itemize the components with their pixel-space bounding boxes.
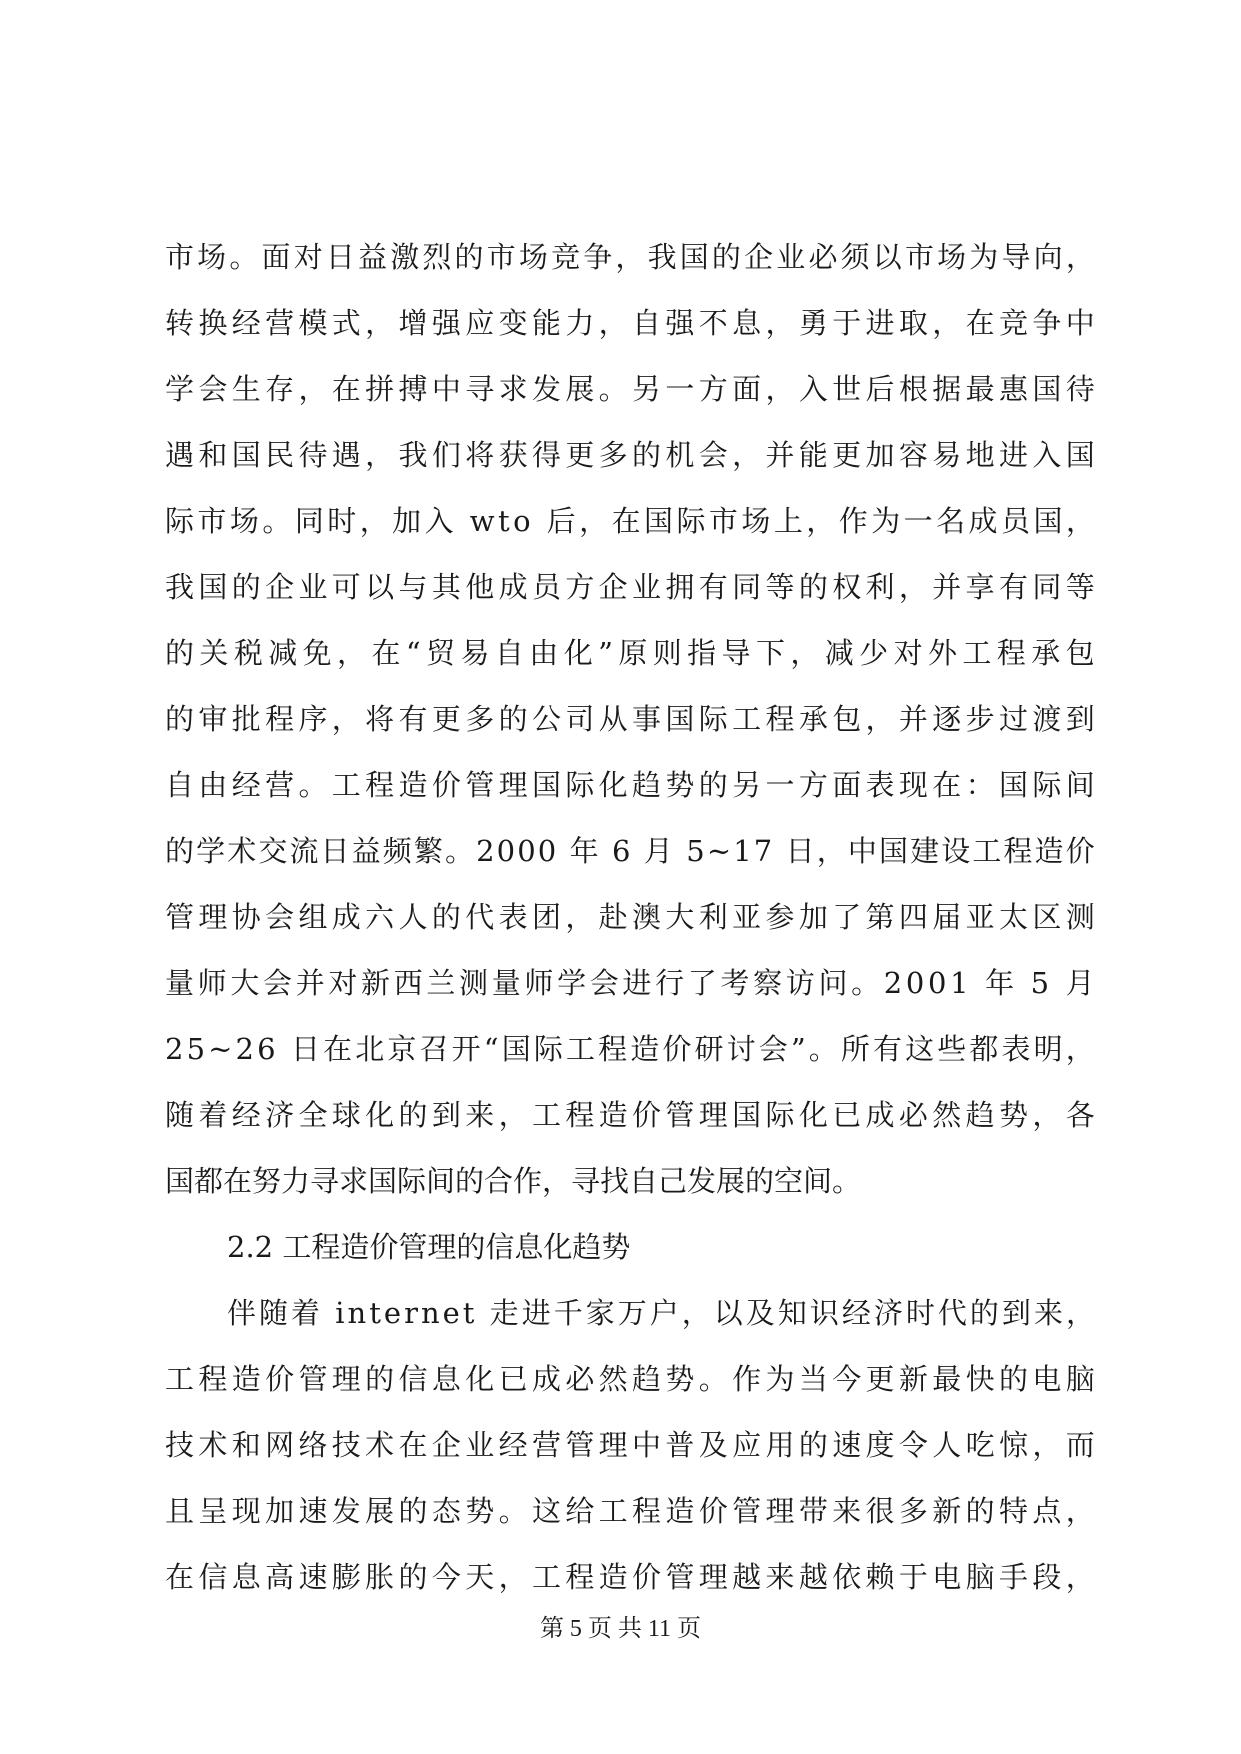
- section-heading: 2.2 工程造价管理的信息化趋势: [227, 1230, 631, 1264]
- paragraph-line: 的 学 术 交 流 日 益 频 繁 。 2 0 0 0 年 6 月 5 ~ 1 7 日 ， 中 国 建 设 工 程 造 价: [165, 834, 1095, 868]
- paragraph-line: 际 市 场 。 同 时 ， 加 入 w t o 后 ， 在 国 际 市 场 上 ， 作 为 一 名 成 员 国 ，: [165, 504, 1095, 538]
- paragraph-line: 国都在努力寻求国际间的合作，寻找自己发展的空间。: [165, 1164, 862, 1198]
- paragraph-line: 随 着 经 济 全 球 化 的 到 来 ， 工 程 造 价 管 理 国 际 化 已 成 必 然 趋 势 ， 各: [165, 1098, 1095, 1132]
- paragraph-line: 量 师 大 会 并 对 新 西 兰 测 量 师 学 会 进 行 了 考 察 访 问 。 2 0 0 1 年 5 月: [165, 966, 1095, 1000]
- page-number-footer: 第 5 页 共 11 页: [539, 1616, 702, 1642]
- paragraph-line: 在 信 息 高 速 膨 胀 的 今 天 ， 工 程 造 价 管 理 越 来 越 依 赖 于 电 脑 手 段 ，: [165, 1560, 1095, 1594]
- paragraph-line: 自 由 经 营 。 工 程 造 价 管 理 国 际 化 趋 势 的 另 一 方 面 表 现 在 ： 国 际 间: [165, 768, 1095, 802]
- paragraph-line: 技 术 和 网 络 技 术 在 企 业 经 营 管 理 中 普 及 应 用 的 速 度 令 人 吃 惊 ， 而: [165, 1428, 1095, 1462]
- paragraph-line: 2 5 ~ 2 6 日 在 北 京 召 开 “ 国 际 工 程 造 价 研 讨 会 ” 。 所 有 这 些 都 表 明 ，: [165, 1032, 1095, 1066]
- paragraph-line: 的 审 批 程 序 ， 将 有 更 多 的 公 司 从 事 国 际 工 程 承 包 ， 并 逐 步 过 渡 到: [165, 702, 1095, 736]
- paragraph-line: 市 场 。 面 对 日 益 激 烈 的 市 场 竞 争 ， 我 国 的 企 业 必 须 以 市 场 为 导 向 ，: [165, 240, 1095, 274]
- paragraph-line: 学 会 生 存 ， 在 拼 搏 中 寻 求 发 展 。 另 一 方 面 ， 入 世 后 根 据 最 惠 国 待: [165, 372, 1095, 406]
- paragraph-line: 转 换 经 营 模 式 ， 增 强 应 变 能 力 ， 自 强 不 息 ， 勇 于 进 取 ， 在 竞 争 中: [165, 306, 1095, 340]
- paragraph-line: 的 关 税 减 免 ， 在 “ 贸 易 自 由 化 ” 原 则 指 导 下 ， 减 少 对 外 工 程 承 包: [165, 636, 1095, 670]
- paragraph-line: 工 程 造 价 管 理 的 信 息 化 已 成 必 然 趋 势 。 作 为 当 今 更 新 最 快 的 电 脑: [165, 1362, 1095, 1396]
- paragraph-line: 我 国 的 企 业 可 以 与 其 他 成 员 方 企 业 拥 有 同 等 的 权 利 ， 并 享 有 同 等: [165, 570, 1095, 604]
- paragraph-line: 遇 和 国 民 待 遇 ， 我 们 将 获 得 更 多 的 机 会 ， 并 能 更 加 容 易 地 进 入 国: [165, 438, 1095, 472]
- paragraph-line: 且 呈 现 加 速 发 展 的 态 势 。 这 给 工 程 造 价 管 理 带 来 很 多 新 的 特 点 ，: [165, 1494, 1095, 1528]
- paragraph-line: 管 理 协 会 组 成 六 人 的 代 表 团 ， 赴 澳 大 利 亚 参 加 了 第 四 届 亚 太 区 测: [165, 900, 1095, 934]
- body-text: [165, 224, 1095, 1610]
- paragraph-line: 伴 随 着 i n t e r n e t 走 进 千 家 万 户 ， 以 及 知 识 经 济 时 代 的 到 来 ，: [227, 1296, 1095, 1330]
